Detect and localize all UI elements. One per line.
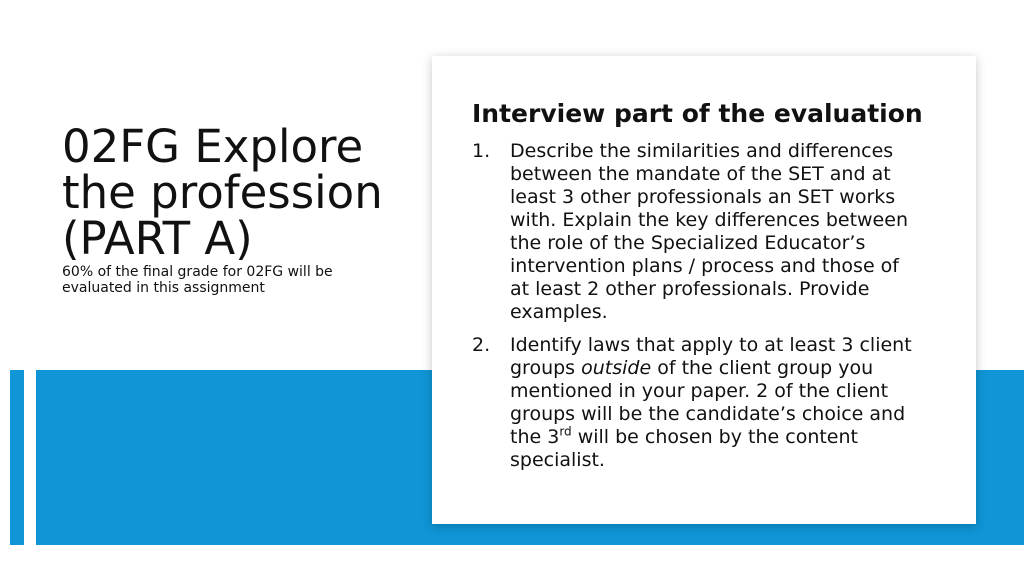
- item-text-part: of the client group you mentioned in your paper. 2 of the client groups will be the candidate’s choice and the 3: [510, 357, 906, 448]
- item-text: Describe the similarities and differences between the mandate of the SET and at least 3 other professionals an SET works with. Explain the key differences between the role of the Specialized Educator’s intervention plans / process and those of at least 2 other professionals. Provide examples.: [510, 140, 908, 323]
- item-text: [510, 334, 912, 471]
- item-text-emphasis: outside: [581, 357, 652, 379]
- title-block: [62, 120, 392, 296]
- list-item: [472, 334, 922, 472]
- card-heading: Interview part of the evaluation: [472, 99, 923, 128]
- slide-title: 02FG Explore the profession (PART A): [62, 120, 383, 265]
- slide-subtitle: 60% of the final grade for 02FG will be evaluated in this assignment: [62, 264, 333, 296]
- list-item: [472, 140, 922, 324]
- item-text-superscript: rd: [559, 424, 572, 439]
- item-text-part: Identify laws that apply to at least 3 client groups: [510, 334, 912, 379]
- item-text-part: will be chosen by the content specialist.: [510, 426, 858, 471]
- item-number: 2.: [472, 334, 491, 356]
- accent-stripe: [10, 370, 24, 545]
- question-list: [472, 140, 922, 482]
- item-number: 1.: [472, 140, 491, 162]
- content-card: [432, 56, 976, 524]
